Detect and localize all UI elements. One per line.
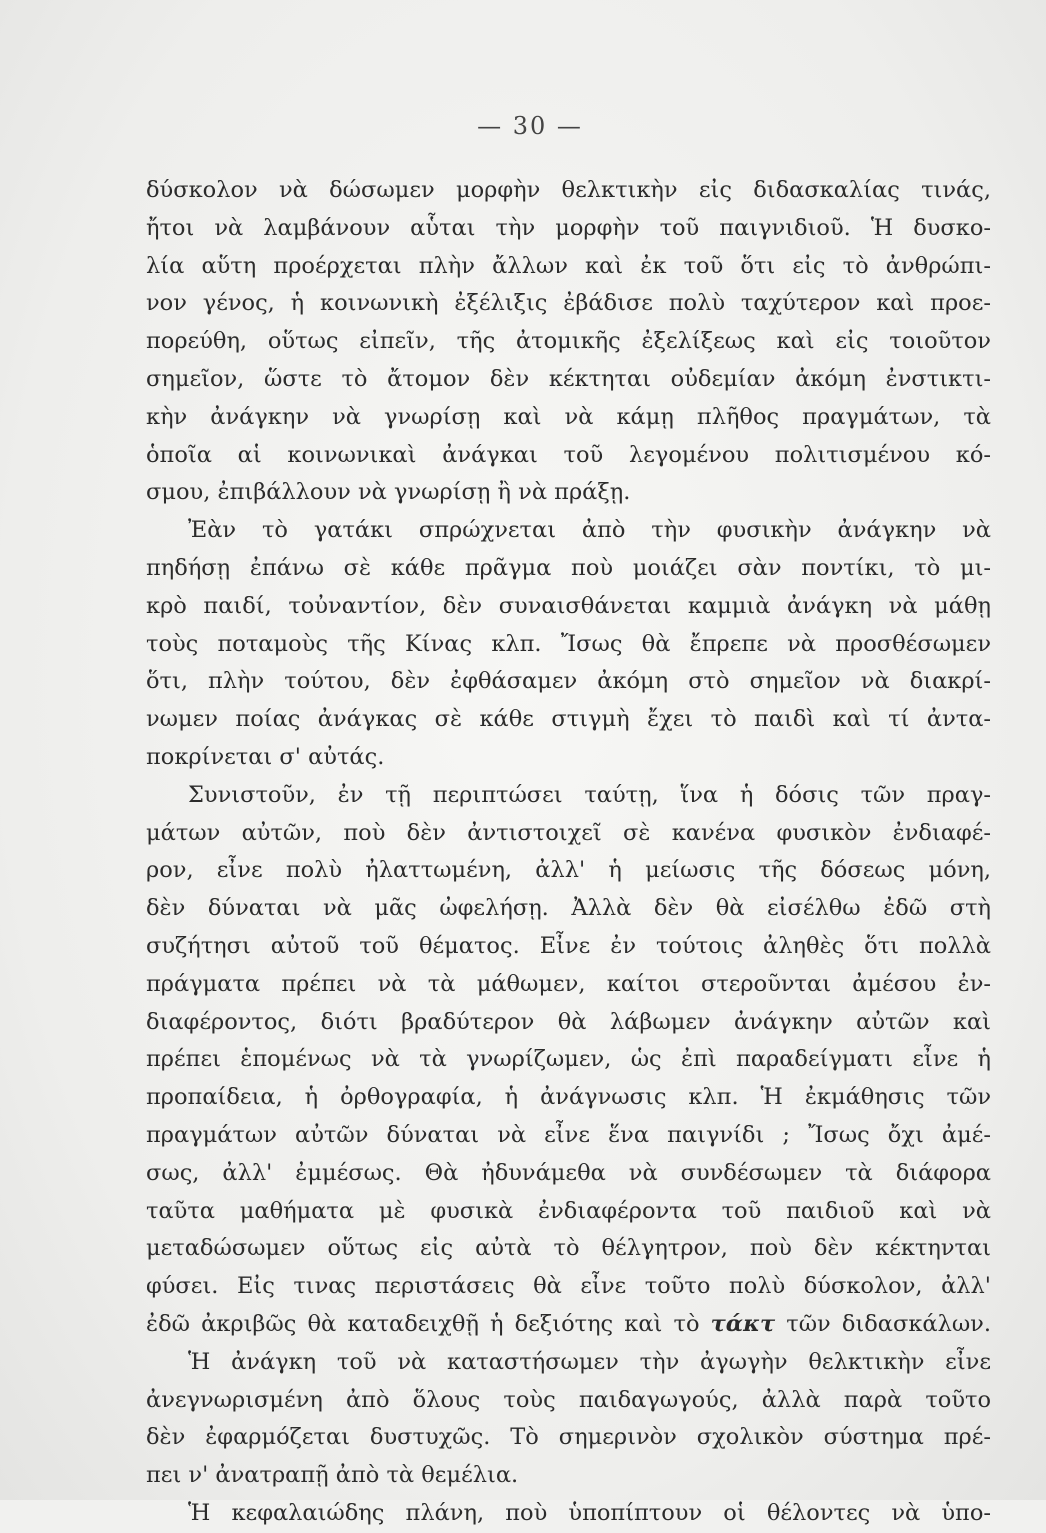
text-segment: ἐδῶ ἀκριβῶς θὰ καταδειχθῇ ἡ δεξιότης καὶ τὸ [146,1310,700,1337]
text-line: πηδήσῃ ἐπάνω σὲ κάθε πρᾶγμα ποὺ μοιάζει σὰν ποντίκι, τὸ μι- [146,554,991,581]
text-line: ρον, εἶνε πολὺ ἠλαττωμένη, ἀλλ' ἡ μείωσις τῆς δόσεως μόνη, [146,857,991,884]
text-line: συζήτησι αὐτοῦ τοῦ θέματος. Εἶνε ἐν τούτοις ἀληθὲς ὅτι πολλὰ [146,932,991,959]
emphasized-word: τάκτ [710,1310,776,1337]
text-line: μεταδώσωμεν οὕτως εἰς αὐτὰ τὸ θέλγητρον, ποὺ δὲν κέκτηνται [146,1235,991,1262]
text-line: σως, ἀλλ' ἐμμέσως. Θὰ ἠδυνάμεθα νὰ συνδέσωμεν τὰ διάφορα [146,1159,991,1186]
text-line: δύσκολον νὰ δώσωμεν μορφὴν θελκτικὴν εἰς διδασκαλίας τινάς, [146,177,991,203]
text-line: νον γένος, ἡ κοινωνικὴ ἐξέλιξις ἐβάδισε πολὺ ταχύτερον καὶ προε- [146,290,991,317]
text-line: ἀνεγνωρισμένη ἀπὸ ὅλους τοὺς παιδαγωγούς, ἀλλὰ παρὰ τοῦτο [146,1386,991,1413]
page-number: — 30 — [477,112,583,140]
text-segment: τῶν διδασκάλων. [786,1310,992,1337]
text-line: Ἡ ἀνάγκη τοῦ νὰ καταστήσωμεν τὴν ἀγωγὴν θελκτικὴν εἶνε [188,1348,991,1375]
text-line: κὴν ἀνάγκην νὰ γνωρίσῃ καὶ νὰ κάμῃ πλῆθος πραγμάτων, τὰ [146,403,991,430]
text-line: Ἡ κεφαλαιώδης πλάνη, ποὺ ὑποπίπτουν οἱ θέλοντες νὰ ὑπο- [188,1499,991,1526]
text-line: φύσει. Εἰς τινας περιστάσεις θὰ εἶνε τοῦτο πολὺ δύσκολον, ἀλλ' [146,1273,991,1300]
page-body [146,172,991,1533]
text-line: πράγματα πρέπει νὰ τὰ μάθωμεν, καίτοι στεροῦνται ἀμέσου ἐν- [146,970,991,997]
text-line: ὁποῖα αἱ κοινωνικαὶ ἀνάγκαι τοῦ λεγομένου πολιτισμένου κό- [146,441,991,468]
text-line: δὲν δύναται νὰ μᾶς ὠφελήσῃ. Ἀλλὰ δὲν θὰ εἰσέλθω ἐδῶ στὴ [146,895,991,922]
text-line: ταῦτα μαθήματα μὲ φυσικὰ ἐνδιαφέροντα τοῦ παιδιοῦ καὶ νὰ [146,1197,991,1224]
text-line: κρὸ παιδί, τοὐναντίον, δὲν συναισθάνεται καμμιὰ ἀνάγκη νὰ μάθῃ [146,592,991,619]
text-line: πορεύθη, οὕτως εἰπεῖν, τῆς ἀτομικῆς ἐξελίξεως καὶ εἰς τοιοῦτον [146,328,991,355]
text-line: σημεῖον, ὥστε τὸ ἄτομον δὲν κέκτηται οὐδεμίαν ἀκόμη ἐνστικτι- [146,365,991,392]
text-line: πραγμάτων αὐτῶν δύναται νὰ εἶνε ἕνα παιγνίδι ; Ἴσως ὄχι ἀμέ- [146,1121,991,1148]
text-line: σμου, ἐπιβάλλουν νὰ γνωρίσῃ ἢ νὰ πράξῃ. [146,479,631,506]
text-line: Συνιστοῦν, ἐν τῇ περιπτώσει ταύτῃ, ἵνα ἡ δόσις τῶν πραγ- [188,781,991,808]
text-line: διαφέροντος, διότι βραδύτερον θὰ λάβωμεν ἀνάγκην αὐτῶν καὶ [146,1008,991,1035]
text-line: λία αὕτη προέρχεται πλὴν ἄλλων καὶ ἐκ τοῦ ὅτι εἰς τὸ ἀνθρώπι- [146,252,991,279]
text-line: πει ν' ἀνατραπῇ ἀπὸ τὰ θεμέλια. [146,1462,519,1489]
text-line: προπαίδεια, ἡ ὀρθογραφία, ἡ ἀνάγνωσις κλπ. Ἡ ἐκμάθησις τῶν [146,1084,991,1111]
text-line: νωμεν ποίας ἀνάγκας σὲ κάθε στιγμὴ ἔχει τὸ παιδὶ καὶ τί ἀντα- [146,706,991,733]
text-line: πρέπει ἑπομένως νὰ τὰ γνωρίζωμεν, ὡς ἐπὶ παραδείγματι εἶνε ἡ [146,1046,991,1073]
text-line: δὲν ἐφαρμόζεται δυστυχῶς. Τὸ σημερινὸν σχολικὸν σύστημα πρέ- [146,1424,991,1451]
text-line: τοὺς ποταμοὺς τῆς Κίνας κλπ. Ἴσως θὰ ἔπρεπε νὰ προσθέσωμεν [146,630,991,657]
text-line: μάτων αὐτῶν, ποὺ δὲν ἀντιστοιχεῖ σὲ κανένα φυσικὸν ἐνδιαφέ- [146,819,991,846]
text-line: ἤτοι νὰ λαμβάνουν αὗται τὴν μορφὴν τοῦ παιγνιδιοῦ. Ἡ δυσκο- [146,214,991,241]
text-line: Ἐὰν τὸ γατάκι σπρώχνεται ἀπὸ τὴν φυσικὴν ἀνάγκην νὰ [188,517,991,544]
text-line-with-emphasis [146,1306,991,1344]
text-line: ὅτι, πλὴν τούτου, δὲν ἐφθάσαμεν ἀκόμη στὸ σημεῖον νὰ διακρί- [146,668,991,695]
text-line: ποκρίνεται σ' αὐτάς. [146,743,385,770]
